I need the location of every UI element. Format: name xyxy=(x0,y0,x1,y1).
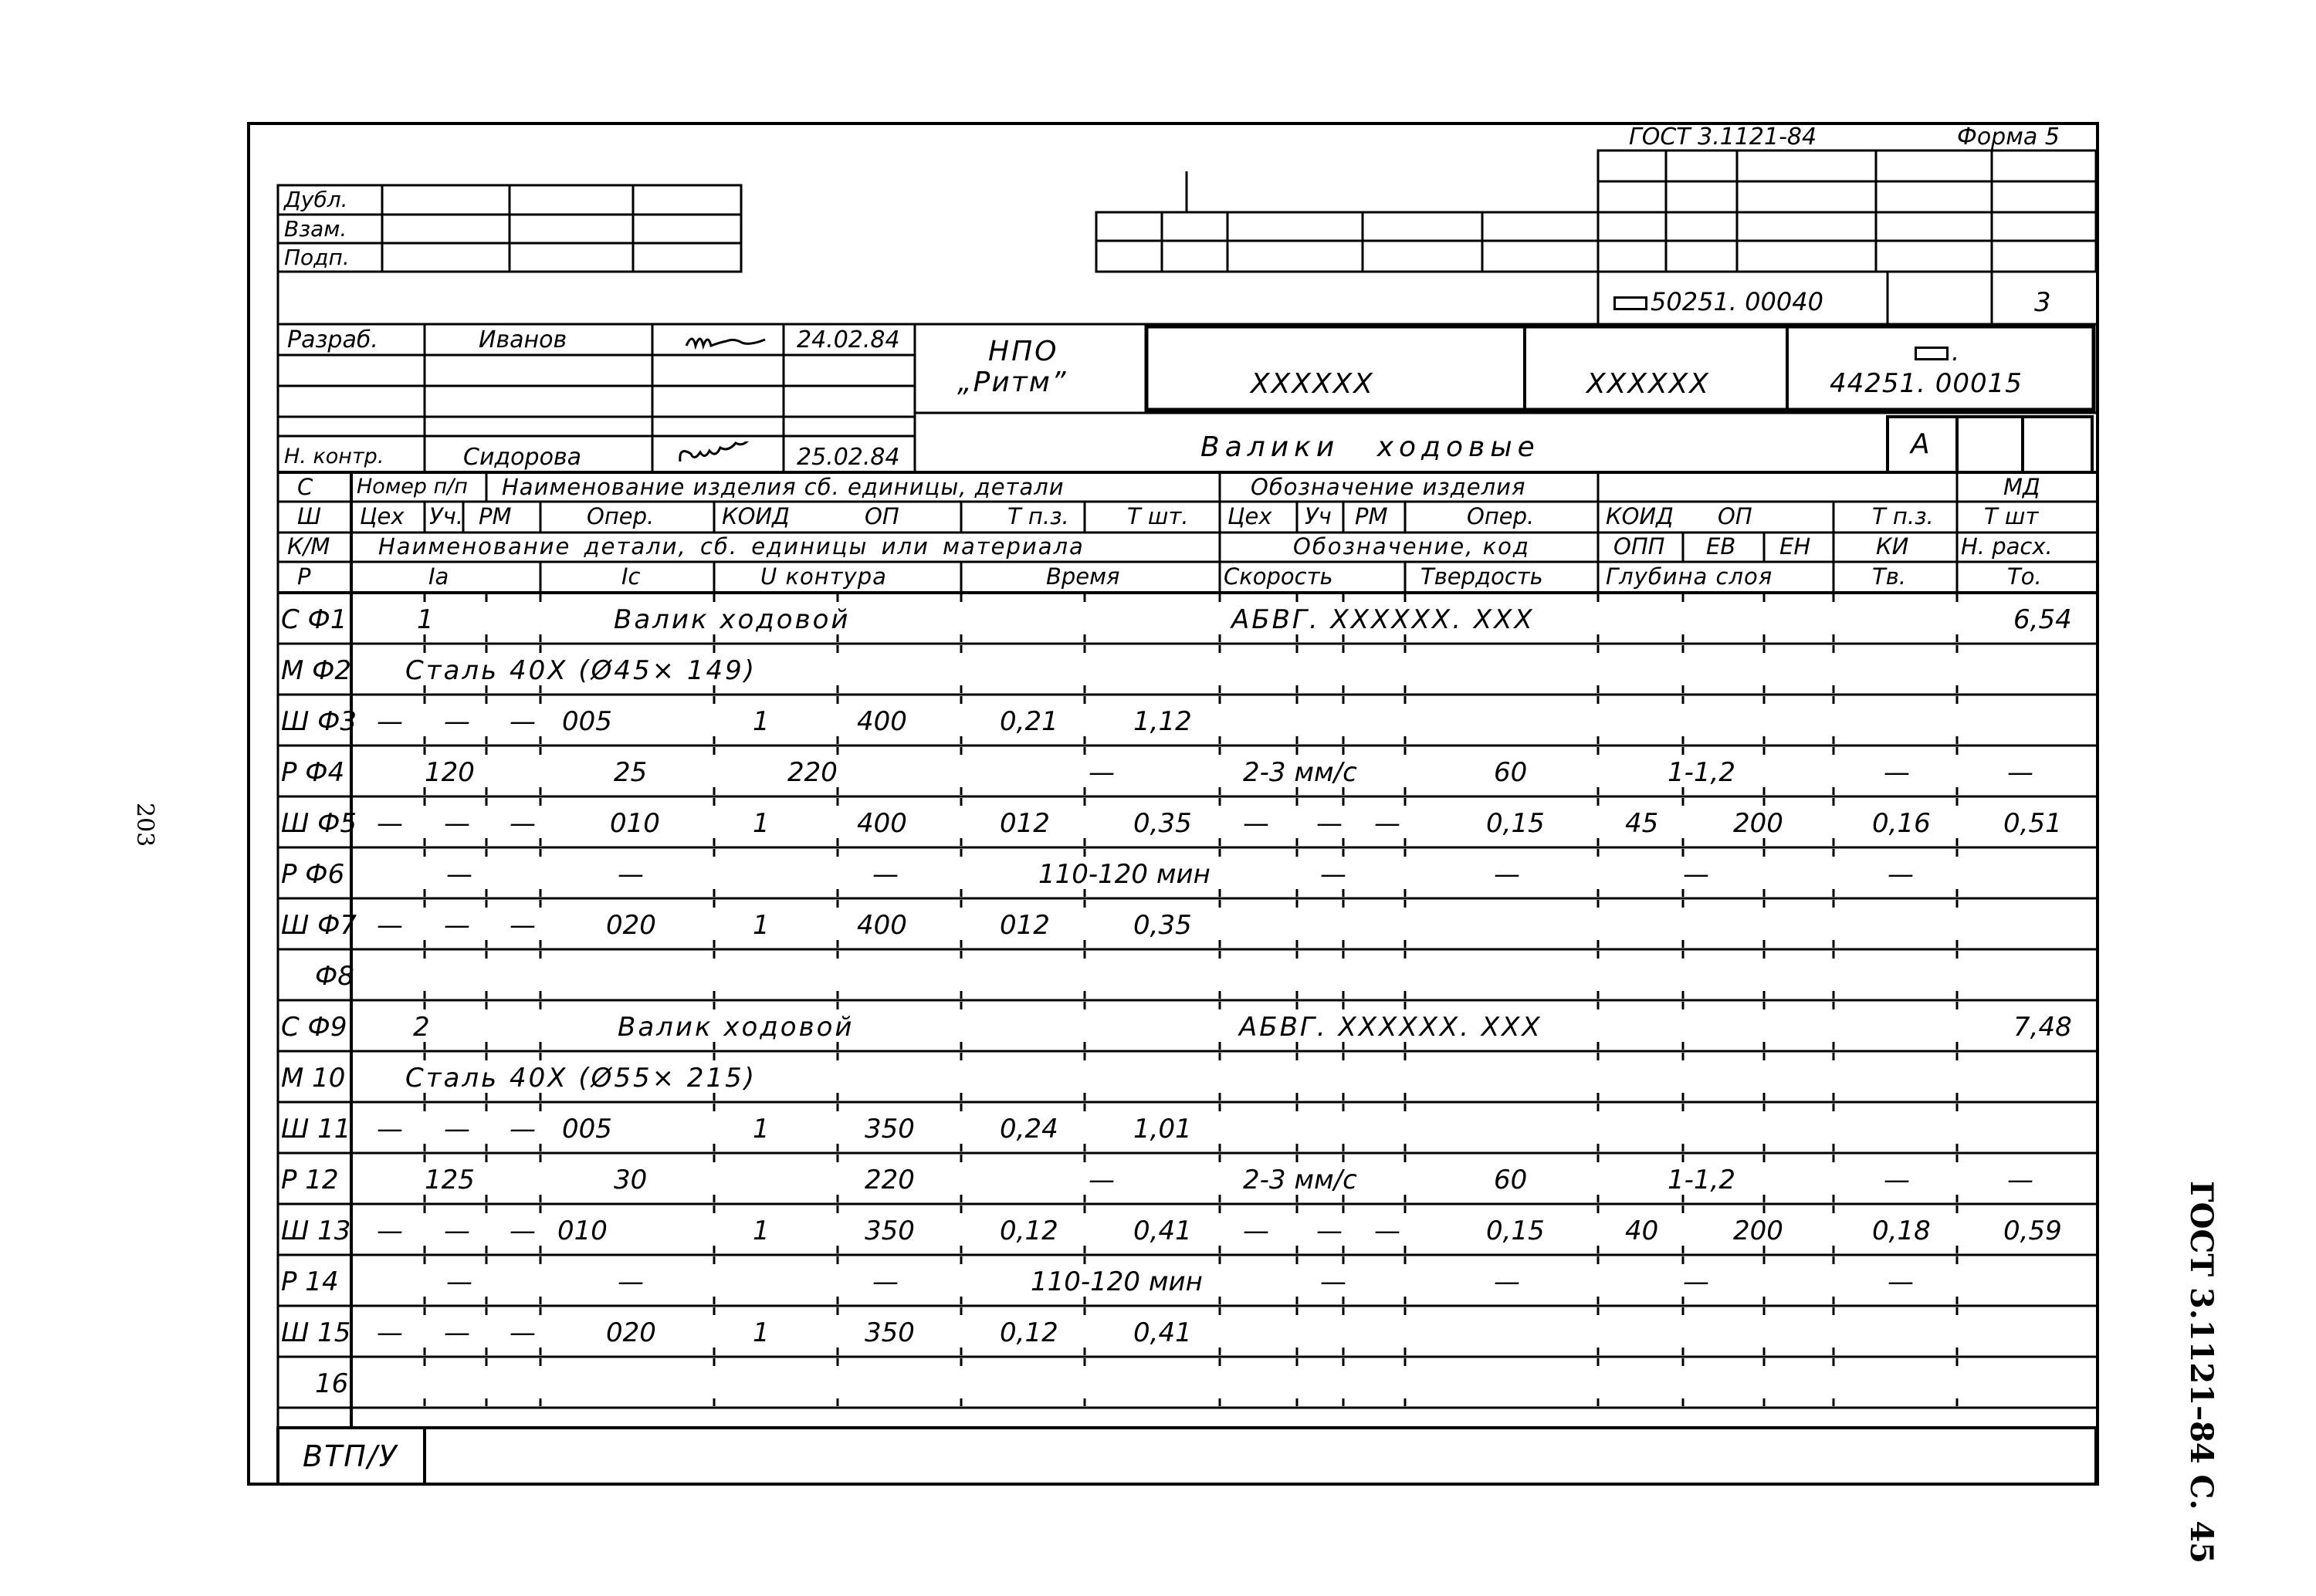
row-cell: 0,15 xyxy=(1486,808,1545,839)
col-md: МД xyxy=(2003,474,2040,500)
row-cell: — xyxy=(444,706,470,737)
row-cell: — xyxy=(377,1114,403,1145)
doc-code xyxy=(1613,289,1823,314)
col-r-4: Скорость xyxy=(1224,563,1333,590)
row-cell: — xyxy=(510,808,536,839)
row-label: С Ф9 xyxy=(281,1012,347,1043)
row-cell: 0,59 xyxy=(2003,1216,2062,1246)
row-cell: — xyxy=(377,910,403,941)
stamp-vzam: Взам. xyxy=(284,216,347,242)
stamp-dubl: Дубл. xyxy=(284,187,348,212)
row-cell: 125 xyxy=(425,1165,475,1195)
row-cell: 400 xyxy=(857,706,907,737)
signature-sidorova xyxy=(676,441,776,469)
col-key-r: Р xyxy=(297,563,311,590)
row-label: Ш Ф5 xyxy=(281,808,357,839)
row-cell: 60 xyxy=(1494,1165,1528,1195)
col-r-1: Iс xyxy=(621,563,641,590)
col-sh-12: КОИД xyxy=(1606,503,1674,529)
row-cell: — xyxy=(2007,1165,2033,1195)
row-label: 16 xyxy=(315,1368,349,1399)
row-cell: 1 xyxy=(753,808,770,839)
col-sh-15: Т шт xyxy=(1984,503,2039,529)
row-cell: — xyxy=(510,910,536,941)
col-r-8: То. xyxy=(2007,563,2042,590)
col-sh-7: Т шт. xyxy=(1127,503,1189,529)
row-cell: — xyxy=(377,706,403,737)
col-material: Наименование детали, сб. единицы или материала xyxy=(378,533,1085,560)
col-sh-14: Т п.з. xyxy=(1872,503,1934,529)
document-rect-icon xyxy=(1613,296,1647,310)
row-cell: 1,01 xyxy=(1133,1114,1192,1145)
col-designation: Обозначение изделия xyxy=(1251,474,1526,500)
row-cell: 0,51 xyxy=(2003,808,2062,839)
org-line1: НПО xyxy=(988,336,1059,367)
row-cell: — xyxy=(1089,1165,1115,1195)
row-cell: 2 xyxy=(413,1012,430,1043)
row-cell: — xyxy=(1316,808,1343,839)
row-cell: АБВГ. XXXXXX. XXX xyxy=(1239,1012,1542,1043)
row-cell: 020 xyxy=(606,1317,656,1348)
row-cell: 220 xyxy=(865,1165,915,1195)
row-cell: — xyxy=(377,1216,403,1246)
row-cell: 0,15 xyxy=(1486,1216,1545,1246)
row-cell: — xyxy=(618,1266,644,1297)
row-cell: — xyxy=(1320,859,1346,890)
row-cell: 0,41 xyxy=(1133,1317,1192,1348)
row-cell: 400 xyxy=(857,808,907,839)
col-km-0: ОПП xyxy=(1613,533,1665,560)
col-km-3: КИ xyxy=(1876,533,1909,560)
row-cell: — xyxy=(1243,808,1269,839)
col-r-3: Время xyxy=(1046,563,1120,590)
col-number: Номер п/п xyxy=(357,475,468,499)
row-cell: — xyxy=(444,1114,470,1145)
row-cell: 40 xyxy=(1625,1216,1659,1246)
row-cell: Сталь 40X (Ø55× 215) xyxy=(405,1063,757,1094)
row-cell: 010 xyxy=(557,1216,608,1246)
row-cell: — xyxy=(444,910,470,941)
row-cell: Валик ходовой xyxy=(618,1012,855,1043)
row-cell: 30 xyxy=(614,1165,648,1195)
org-line2: „Ритм” xyxy=(957,367,1068,398)
row-cell: 45 xyxy=(1625,808,1659,839)
row-label: Ф8 xyxy=(315,961,354,992)
row-label: Ш 13 xyxy=(281,1216,351,1246)
row-cell: 0,41 xyxy=(1133,1216,1192,1246)
row-cell: — xyxy=(2007,757,2033,788)
row-cell: — xyxy=(444,1216,470,1246)
row-cell: — xyxy=(510,1317,536,1348)
row-cell: 7,48 xyxy=(2013,1012,2072,1043)
row-cell: 020 xyxy=(606,910,656,941)
row-cell: 1 xyxy=(753,910,770,941)
col-km-4: Н. расх. xyxy=(1961,533,2053,560)
row-cell: 350 xyxy=(865,1317,915,1348)
col-r-6: Глубина слоя xyxy=(1606,563,1773,590)
row-cell: — xyxy=(1374,1216,1400,1246)
row-cell: 1-1,2 xyxy=(1668,1165,1735,1195)
row-cell: — xyxy=(1320,1266,1346,1297)
razrab-label: Разраб. xyxy=(287,326,378,353)
row-label: С Ф1 xyxy=(281,604,347,635)
col-sh-9: Уч xyxy=(1305,503,1332,529)
razrab-name: Иванов xyxy=(479,326,567,353)
row-cell: 0,12 xyxy=(1000,1317,1058,1348)
row-label: Р Ф4 xyxy=(281,757,345,788)
col-sh-5: ОП xyxy=(865,503,899,529)
signature-ivanov xyxy=(683,330,776,353)
row-label: Ш 11 xyxy=(281,1114,351,1145)
col-sh-3: Опер. xyxy=(587,503,655,529)
row-cell: — xyxy=(1494,1266,1520,1297)
nkontr-label: Н. контр. xyxy=(284,445,384,468)
footer-label: ВТП/У xyxy=(303,1439,398,1473)
row-cell: 0,35 xyxy=(1133,808,1192,839)
row-label: М 10 xyxy=(281,1063,346,1094)
field-1: XXXXXX xyxy=(1251,368,1374,400)
row-cell: — xyxy=(1316,1216,1343,1246)
row-cell: 2-3 мм/с xyxy=(1243,1165,1357,1195)
nkontr-name: Сидорова xyxy=(463,444,582,471)
row-cell: — xyxy=(444,808,470,839)
row-cell: 1-1,2 xyxy=(1668,757,1735,788)
row-cell: 005 xyxy=(562,706,612,737)
row-cell: — xyxy=(1374,808,1400,839)
row-cell: 400 xyxy=(857,910,907,941)
col-km-1: ЕВ xyxy=(1706,533,1736,560)
doc-code2-marker: . xyxy=(1915,340,1959,364)
col-key-km: К/М xyxy=(287,533,330,560)
razrab-date: 24.02.84 xyxy=(797,326,900,353)
row-cell: — xyxy=(1683,859,1709,890)
row-cell: — xyxy=(1884,757,1910,788)
row-cell: — xyxy=(510,1216,536,1246)
col-key-sh: Ш xyxy=(297,503,322,529)
col-sh-4: КОИД xyxy=(722,503,790,529)
row-cell: 1 xyxy=(753,706,770,737)
row-label: Р 14 xyxy=(281,1266,339,1297)
col-key-c: С xyxy=(297,474,313,500)
nkontr-date: 25.02.84 xyxy=(797,444,900,471)
col-sh-13: ОП xyxy=(1718,503,1752,529)
col-name: Наименование изделия сб. единицы, детали xyxy=(502,474,1065,500)
lit-value: А xyxy=(1911,428,1930,460)
col-r-7: Тв. xyxy=(1872,563,1907,590)
col-sh-0: Цех xyxy=(360,503,405,529)
row-cell: 1 xyxy=(753,1216,770,1246)
gost-code: ГОСТ 3.1121-84 xyxy=(1629,123,1817,150)
row-cell: 2-3 мм/с xyxy=(1243,757,1357,788)
row-cell: АБВГ. XXXXXX. XXX xyxy=(1231,604,1535,635)
row-cell: — xyxy=(446,859,472,890)
row-cell: 1 xyxy=(753,1114,770,1145)
row-label: М Ф2 xyxy=(281,655,352,686)
row-cell: — xyxy=(618,859,644,890)
row-cell: 012 xyxy=(1000,910,1050,941)
doc-title: Валики ходовые xyxy=(1200,431,1540,463)
row-cell: — xyxy=(1888,859,1914,890)
row-cell: — xyxy=(446,1266,472,1297)
col-sh-6: Т п.з. xyxy=(1007,503,1069,529)
field-2: XXXXXX xyxy=(1586,368,1710,400)
row-cell: 350 xyxy=(865,1114,915,1145)
row-cell: 012 xyxy=(1000,808,1050,839)
page-number: 203 xyxy=(131,803,158,847)
row-cell: — xyxy=(510,1114,536,1145)
col-r-0: Iа xyxy=(428,563,449,590)
row-cell: — xyxy=(1089,757,1115,788)
row-label: Ш 15 xyxy=(281,1317,351,1348)
col-sh-1: Уч. xyxy=(429,503,464,529)
row-cell: 0,18 xyxy=(1872,1216,1931,1246)
row-cell: — xyxy=(872,859,899,890)
col-sh-10: РМ xyxy=(1355,503,1388,529)
col-r-5: Твердость xyxy=(1420,563,1543,590)
col-sh-8: Цех xyxy=(1227,503,1272,529)
row-cell: — xyxy=(1884,1165,1910,1195)
row-cell: — xyxy=(377,808,403,839)
row-label: Р 12 xyxy=(281,1165,339,1195)
row-cell: — xyxy=(872,1266,899,1297)
row-cell: — xyxy=(510,706,536,737)
stamp-podp: Подп. xyxy=(284,245,350,270)
document-rect-icon-2 xyxy=(1915,347,1949,360)
row-cell: 1 xyxy=(753,1317,770,1348)
row-cell: 110-120 мин xyxy=(1031,1266,1203,1297)
form-label: Форма 5 xyxy=(1957,123,2060,150)
row-cell: — xyxy=(1683,1266,1709,1297)
row-cell: 200 xyxy=(1733,1216,1783,1246)
row-cell: 350 xyxy=(865,1216,915,1246)
doc-code-text: 50251. 00040 xyxy=(1651,287,1823,316)
row-cell: 200 xyxy=(1733,808,1783,839)
row-cell: — xyxy=(1243,1216,1269,1246)
row-label: Ш Ф3 xyxy=(281,706,357,737)
row-cell: 010 xyxy=(610,808,660,839)
row-cell: 0,12 xyxy=(1000,1216,1058,1246)
row-cell: Сталь 40X (Ø45× 149) xyxy=(405,655,757,686)
col-code: Обозначение, код xyxy=(1293,533,1530,560)
row-cell: 0,16 xyxy=(1872,808,1931,839)
sheet-number: 3 xyxy=(2034,287,2051,318)
row-cell: Валик ходовой xyxy=(614,604,851,635)
col-sh-2: РМ xyxy=(479,503,512,529)
row-cell: 60 xyxy=(1494,757,1528,788)
row-cell: 110-120 мин xyxy=(1038,859,1210,890)
row-cell: 1,12 xyxy=(1133,706,1192,737)
row-cell: 25 xyxy=(614,757,648,788)
col-km-2: ЕН xyxy=(1779,533,1811,560)
doc-code2: 44251. 00015 xyxy=(1830,368,2023,399)
row-cell: — xyxy=(377,1317,403,1348)
row-cell: — xyxy=(1494,859,1520,890)
row-label: Ш Ф7 xyxy=(281,910,357,941)
row-cell: 120 xyxy=(425,757,475,788)
row-cell: 0,35 xyxy=(1133,910,1192,941)
col-sh-11: Опер. xyxy=(1467,503,1535,529)
row-cell: — xyxy=(444,1317,470,1348)
row-cell: 0,24 xyxy=(1000,1114,1058,1145)
row-label: Р Ф6 xyxy=(281,859,345,890)
side-title: ГОСТ 3.1121–84 С. 45 xyxy=(2183,1181,2220,1564)
row-cell: 220 xyxy=(787,757,838,788)
col-r-2: U контура xyxy=(760,563,887,590)
row-cell: 0,21 xyxy=(1000,706,1058,737)
row-cell: — xyxy=(1888,1266,1914,1297)
row-cell: 6,54 xyxy=(2013,604,2072,635)
row-cell: 005 xyxy=(562,1114,612,1145)
row-cell: 1 xyxy=(417,604,434,635)
